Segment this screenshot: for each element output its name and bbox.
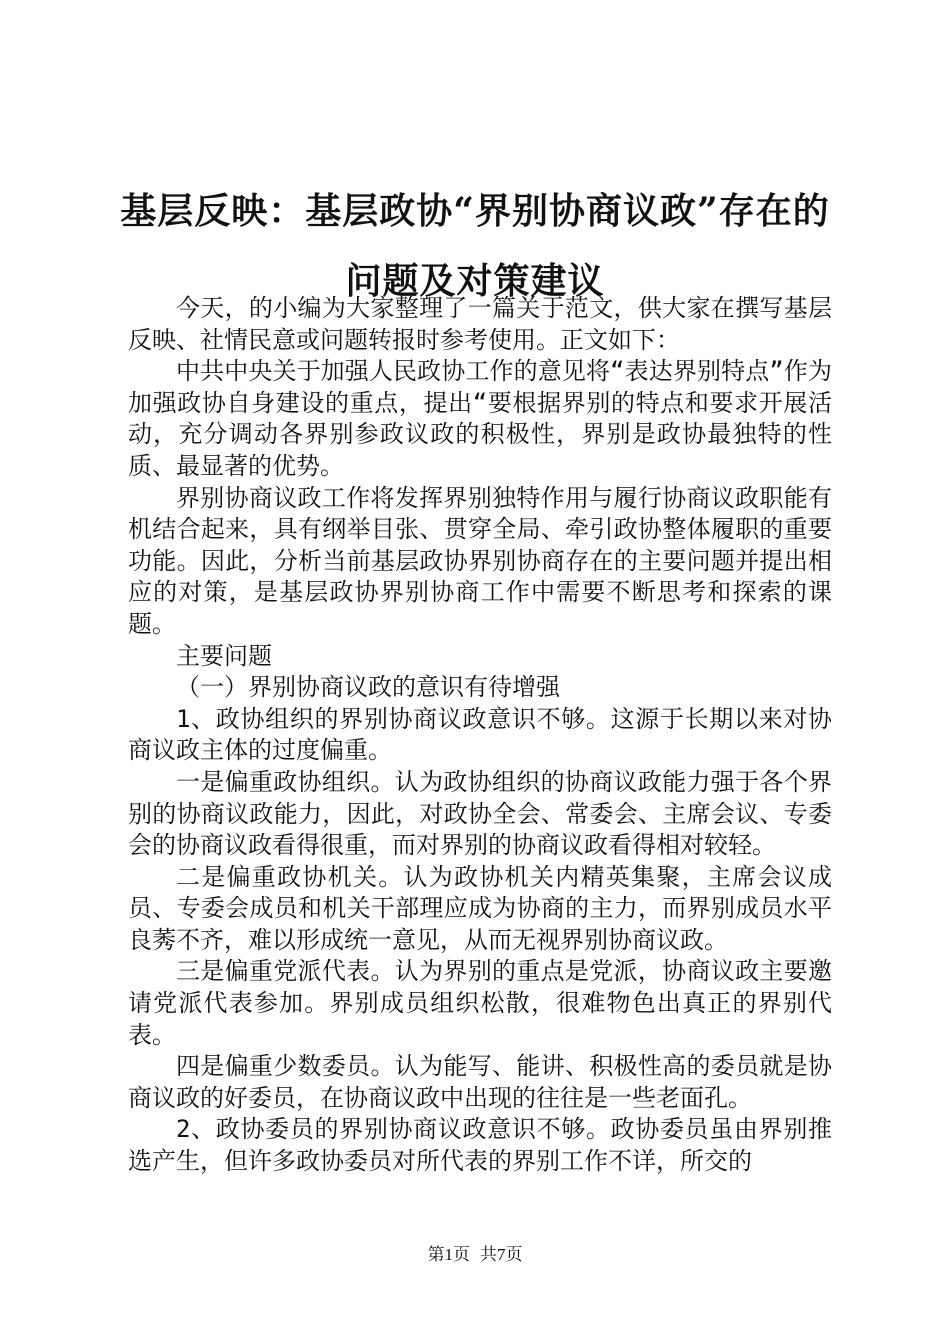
page-number: 第1页 bbox=[427, 1245, 470, 1264]
paragraph: 一是偏重政协组织。认为政协组织的协商议政能力强于各个界别的协商议政能力，因此，对政协全会、常委会、主席会议、专委会的协商议政看得很重，而对界别的协商议政看得相对较轻。 bbox=[128, 767, 832, 860]
paragraph: 中共中央关于加强人民政协工作的意见将“表达界别特点”作为加强政协自身建设的重点，提出“要根据界别的特点和要求开展活动，充分调动各界别参政议政的积极性，界别是政协最独特的性质、最显著的优势。 bbox=[128, 357, 832, 480]
paragraph: 四是偏重少数委员。认为能写、能讲、积极性高的委员就是协商议政的好委员，在协商议政中出现的往往是一些老面孔。 bbox=[128, 1052, 832, 1112]
page-footer bbox=[0, 1244, 950, 1266]
paragraph: 2、政协委员的界别协商议政意识不够。政协委员虽由界别推选产生，但许多政协委员对所代表的界别工作不详，所交的 bbox=[128, 1115, 832, 1176]
paragraph: 今天，的小编为大家整理了一篇关于范文，供大家在撰写基层反映、社情民意或问题转报时参考使用。正文如下： bbox=[128, 294, 832, 354]
paragraph: 界别协商议政工作将发挥界别独特作用与履行协商议政职能有机结合起来，具有纲举目张、贯穿全局、牵引政协整体履职的重要功能。因此，分析当前基层政协界别协商存在的主要问题并提出相应的对策，是基层政协界别协商工作中需要不断思考和探索的课题。 bbox=[128, 483, 832, 638]
paragraph: 二是偏重政协机关。认为政协机关内精英集聚，主席会议成员、专委会成员和机关干部理应成为协商的主力，而界别成员水平良莠不齐，难以形成统一意见，从而无视界别协商议政。 bbox=[128, 862, 832, 954]
page-total: 共7页 bbox=[480, 1245, 523, 1264]
document-title: 基层反映：基层政协“界别协商议政”存在的问题及对策建议 bbox=[120, 190, 830, 302]
paragraph: 三是偏重党派代表。认为界别的重点是党派，协商议政主要邀请党派代表参加。界别成员组织松散，很难物色出真正的界别代表。 bbox=[128, 957, 832, 1049]
section-heading: 主要问题 bbox=[176, 641, 272, 670]
subsection-heading: （一）界别协商议政的意识有待增强 bbox=[176, 673, 560, 702]
paragraph: 1、政协组织的界别协商议政意识不够。这源于长期以来对协商议政主体的过度偏重。 bbox=[128, 704, 832, 765]
document-body bbox=[128, 293, 832, 1178]
